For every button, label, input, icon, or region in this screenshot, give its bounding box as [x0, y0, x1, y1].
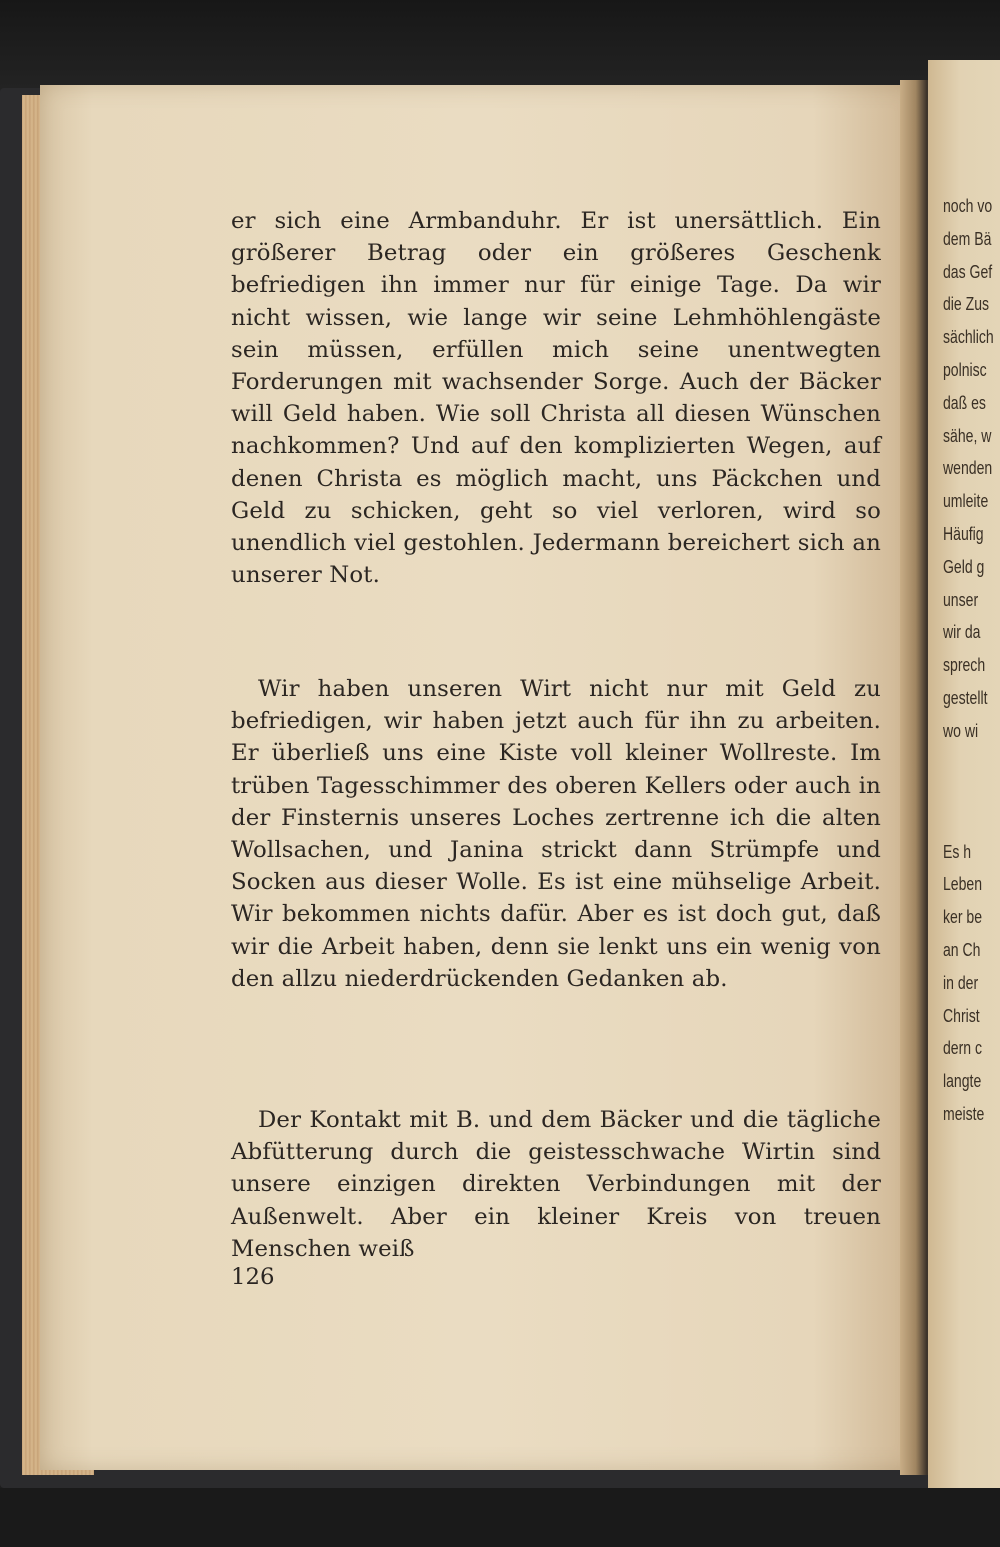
paragraph-1: [231, 205, 881, 591]
fragment-line: ker be: [943, 907, 983, 928]
fragment-line: unser: [943, 589, 979, 610]
fragment-line: langte: [943, 1071, 982, 1092]
fragment-line: wo wi: [943, 720, 979, 741]
fragment-gap: [943, 754, 998, 842]
fragment-line: Leben: [943, 874, 983, 895]
fragment-line: meiste: [943, 1103, 985, 1124]
fragment-line: sächlich: [943, 327, 994, 348]
fragment-line: in der: [943, 972, 979, 993]
fragment-line: dern c: [943, 1038, 983, 1059]
fragment-line: gestellt: [943, 687, 988, 708]
fragment-line: dem Bä: [943, 228, 992, 249]
fragment-line: sähe, w: [943, 425, 992, 446]
fragment-line: an Ch: [943, 939, 981, 960]
background-bottom: [0, 1488, 1000, 1547]
fragment-line: wenden: [943, 458, 993, 479]
right-page-fragments: [943, 196, 998, 1137]
paragraph-3: [231, 1104, 881, 1265]
fragment-line: polnisc: [943, 359, 987, 380]
paragraph-2: [231, 673, 881, 995]
fragment-line: das Gef: [943, 261, 993, 282]
fragment-line: Es h: [943, 841, 972, 862]
paragraph-text: Wir haben unseren Wirt nicht nur mit Geld zu befriedigen, wir haben jetzt auch für ihn zu arbeiten. Er überließ uns eine Kiste voll kleiner Wollreste. Im trüben Tagesschimmer des oberen Kellers oder auch in der Finsternis unseres Loches zertrenne ich die alten Wollsachen, und Janina strickt dann Strümpfe und Socken aus dieser Wolle. Es ist eine mühselige Arbeit. Wir bekommen nichts dafür. Aber es ist doch gut, daß wir die Arbeit haben, denn sie lenkt uns ein wenig von den allzu niederdrückenden Gedanken ab.: [231, 676, 881, 992]
fragment-line: sprech: [943, 655, 986, 676]
fragment-line: umleite: [943, 491, 989, 512]
fragment-line: Geld g: [943, 556, 985, 577]
fragment-line: noch vo: [943, 196, 993, 216]
fragment-line: Christ: [943, 1005, 980, 1026]
page-number: 126: [231, 1264, 275, 1290]
paragraph-text: Der Kontakt mit B. und dem Bäcker und die tägliche Abfütterung durch die geistesschwache Wirtin sind unsere einzigen direkten Verbindungen mit der Außenwelt. Aber ein kleiner Kreis von treuen Menschen weiß: [231, 1107, 881, 1262]
fragment-line: wir da: [943, 622, 981, 643]
background-top: [0, 0, 1000, 95]
paragraph-text: er sich eine Armbanduhr. Er ist unersättlich. Ein größerer Betrag oder ein größeres Geschenk befriedigen ihn immer nur für einige Tage. Da wir nicht wissen, wie lange wir seine Lehmhöhlengäste sein müssen, erfüllen mich seine unentwegten Forderungen mit wachsender Sorge. Auch der Bäcker will Geld haben. Wie soll Christa all diesen Wünschen nachkommen? Und auf den komplizierten Wegen, auf denen Christa es möglich macht, uns Päckchen und Geld zu schicken, geht so viel verloren, wird so unendlich viel gestohlen. Jedermann bereichert sich an unserer Not.: [231, 208, 881, 589]
fragment-line: Häufig: [943, 523, 984, 544]
fragment-line: die Zus: [943, 294, 990, 315]
fragment-line: daß es: [943, 392, 986, 413]
